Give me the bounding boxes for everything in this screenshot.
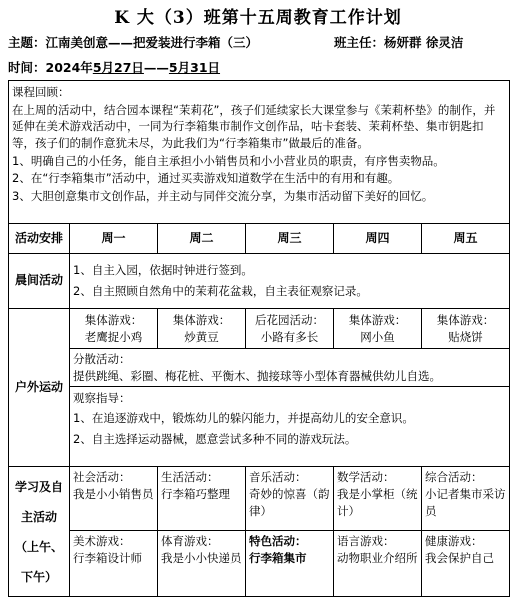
activity-type: 特色活动：	[249, 534, 307, 549]
learning-activity	[158, 531, 246, 597]
game-type: 集体游戏：	[348, 312, 407, 327]
course-review	[9, 81, 510, 224]
observe-item: 1、在追逐游戏中，锻炼幼儿的躲闪能力，并提高幼儿的安全意识。	[73, 411, 414, 426]
game-type: 集体游戏：	[436, 312, 495, 327]
day-header: 周一	[70, 224, 158, 254]
game-name: 炒黄豆	[184, 329, 219, 344]
scatter-title: 分散活动：	[73, 352, 131, 366]
time-day-end: 31日	[190, 60, 221, 75]
learning-activity	[70, 531, 158, 597]
theme-label: 主题：	[8, 35, 46, 50]
activity-name: 我会保护自己	[425, 551, 494, 566]
teacher-info	[334, 33, 463, 51]
game-type: 后花园活动：	[255, 312, 324, 327]
outdoor-observe	[70, 387, 510, 467]
day-header: 周三	[246, 224, 334, 254]
day-header: 周五	[422, 224, 510, 254]
game-name: 贴烧饼	[448, 329, 483, 344]
outdoor-game	[334, 309, 422, 349]
outdoor-label: 户外运动	[9, 309, 70, 467]
review-paragraph: 在上周的活动中，结合园本课程“茉莉花”，孩子们延续家长大课堂参与《茉莉杯垫》的制作，并延伸在美术游戏活动中，一同为行李箱集市制作文创作品，咕卡套装、茉莉杯垫、集市钥匙扣等，孩子们的制作意犹未尽，为此我们为“行李箱集市”做最后的准备。	[12, 102, 496, 151]
activity-type: 数学活动：	[337, 470, 395, 485]
time-month-end: 5月	[168, 60, 191, 75]
schedule-label: 活动安排	[9, 224, 70, 254]
day-header: 周二	[158, 224, 246, 254]
activity-name: 我是小小快递员	[161, 551, 242, 566]
learning-activity	[334, 467, 422, 531]
outdoor-game	[246, 309, 334, 349]
learning-label	[9, 467, 70, 597]
observe-title: 观察指导：	[73, 391, 131, 406]
outdoor-game	[158, 309, 246, 349]
activity-name: 行李箱设计师	[73, 551, 142, 566]
activity-type: 体育游戏：	[161, 534, 219, 549]
outdoor-game	[422, 309, 510, 349]
page-title: K 大（3）班第十五周教育工作计划	[114, 8, 402, 28]
activity-type: 语言游戏：	[337, 534, 395, 549]
learning-label-line: 学习及自	[14, 479, 63, 494]
activity-name: 动物职业介绍所	[337, 551, 418, 566]
activity-name: 我是小小销售员	[73, 487, 154, 502]
theme-value: 江南美创意——把爱装进行李箱（三）	[45, 35, 259, 50]
learning-activity	[70, 467, 158, 531]
game-name: 老鹰捉小鸡	[84, 329, 143, 344]
activity-name: 小记者集市采访员	[425, 487, 506, 518]
morning-item: 2、自主照顾自然角中的茉莉花盆栽，自主表征观察记录。	[73, 284, 368, 298]
activity-name: 行李箱巧整理	[161, 487, 230, 502]
learning-activity	[422, 467, 510, 531]
learning-label-line: 主活动	[20, 509, 57, 524]
game-name: 小路有多长	[260, 329, 319, 344]
learning-activity	[422, 531, 510, 597]
time-dash: ——	[143, 60, 169, 75]
activity-name: 行李箱集市	[249, 551, 307, 566]
learning-activity-featured	[246, 531, 334, 597]
learning-label-line: （上午、	[14, 539, 63, 554]
morning-label: 晨间活动	[9, 254, 70, 309]
day-header: 周四	[334, 224, 422, 254]
time-day-start: 27日	[114, 60, 144, 75]
game-name: 网小鱼	[360, 329, 395, 344]
learning-activity	[334, 531, 422, 597]
activity-type: 健康游戏：	[425, 534, 483, 549]
theme-line	[8, 33, 464, 51]
learning-activity	[246, 467, 334, 531]
teacher-names: 杨妍群 徐灵洁	[384, 35, 464, 50]
review-title: 课程回顾：	[12, 85, 70, 99]
scatter-text: 提供跳绳、彩圈、梅花桩、平衡木、抛接球等小型体育器械供幼儿自选。	[73, 368, 441, 383]
game-type: 集体游戏：	[84, 312, 143, 327]
game-type: 集体游戏：	[172, 312, 231, 327]
learning-label-line: 下午）	[20, 569, 57, 584]
activity-type: 音乐活动：	[249, 470, 307, 485]
morning-content	[70, 254, 510, 309]
activity-type: 社会活动：	[73, 470, 131, 485]
time-month-start: 5月	[92, 60, 115, 75]
learning-activity	[158, 467, 246, 531]
activity-name: 我是小掌柜（统计）	[337, 487, 418, 518]
time-label: 时间：	[8, 60, 46, 75]
time-year: 2024年	[45, 60, 93, 75]
outdoor-scatter	[70, 349, 510, 387]
review-goal: 3、大胆创意集市文创作品，并主动与同伴交流分享，为集市活动留下美好的回忆。	[12, 189, 434, 204]
activity-type: 生活活动：	[161, 470, 219, 485]
activity-name: 奇妙的惊喜（韵律）	[249, 487, 330, 518]
review-goal: 1、明确自己的小任务，能自主承担小小销售员和小小营业员的职责，有序售卖物品。	[12, 153, 445, 168]
weekly-plan-table	[8, 80, 510, 597]
outdoor-game	[70, 309, 158, 349]
activity-type: 美术游戏：	[73, 534, 131, 549]
teacher-label: 班主任：	[334, 35, 385, 50]
time-line	[8, 58, 220, 76]
activity-type: 综合活动：	[425, 470, 483, 485]
review-goal: 2、在“行李箱集市”活动中，通过买卖游戏知道数学在生活中的有用和有趣。	[12, 171, 400, 186]
observe-item: 2、自主选择运动器械，愿意尝试多种不同的游戏玩法。	[73, 431, 357, 446]
morning-item: 1、自主入园，依据时钟进行签到。	[73, 263, 253, 278]
